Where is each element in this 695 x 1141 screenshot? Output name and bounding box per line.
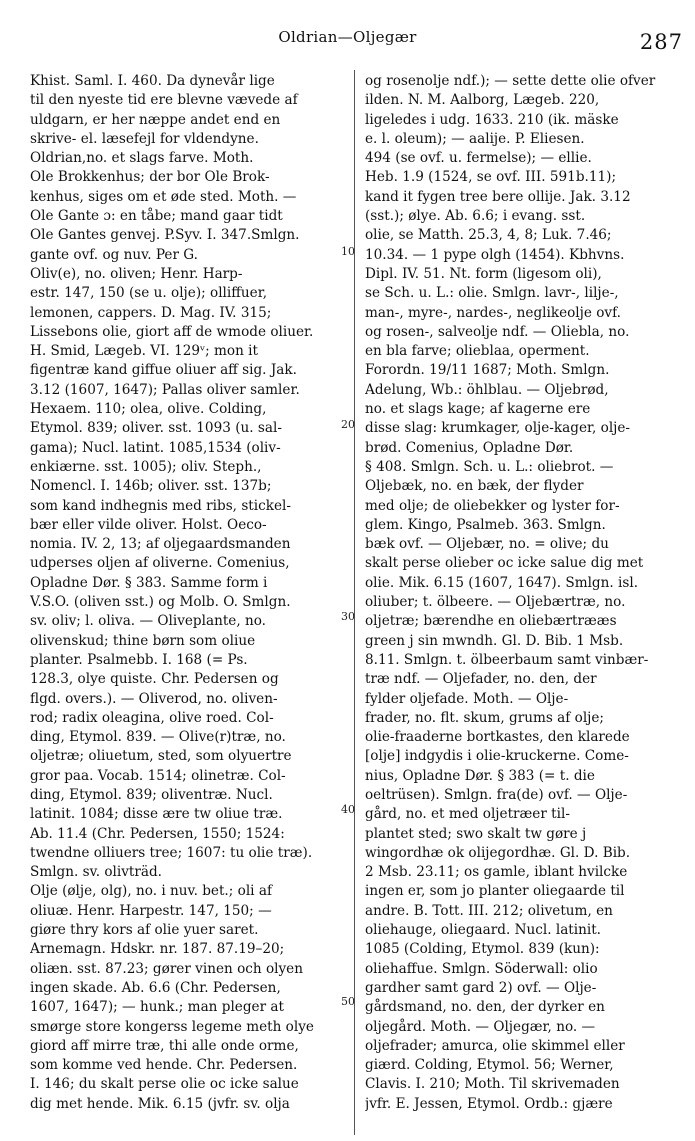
text-line: figentræ kand giffue oliuer aff sig. Jak. — [30, 362, 297, 379]
text-line: sv. oliv; l. oliva. — Oliveplante, no. — [30, 613, 266, 630]
text-line: og rosenolje ndf.); — sette dette olie ofver — [365, 73, 656, 89]
text-line: 1085 (Colding, Etymol. 839 (kun): — [365, 941, 600, 958]
text-line: olie-fraaderne bortkastes, den klarede — [365, 729, 630, 746]
text-line: andre. B. Tott. III. 212; olivetum, en — [365, 902, 613, 919]
line-marker: 40 — [341, 803, 355, 816]
text-line: Opladne Dør. § 383. Samme form i — [30, 574, 268, 591]
text-line: Dipl. IV. 51. Nt. form (ligesom oli), — [365, 265, 602, 282]
text-line: [olje] indgydis i olie-kruckerne. Come- — [365, 748, 629, 765]
text-line: Oldrian,no. et slags farve. Moth. — [30, 150, 254, 167]
line-marker: 30 — [341, 610, 355, 623]
text-line: med olje; de oliebekker og lyster for- — [365, 497, 620, 514]
text-line: ding, Etymol. 839. — Olive(r)træ, no. — [30, 729, 286, 746]
text-line: som kand indhegnis med ribs, stickel- — [30, 497, 291, 514]
column-divider — [354, 70, 355, 1135]
text-line: giøre thry kors af olie yuer saret. — [30, 922, 259, 939]
text-line: Khist. Saml. I. 460. Da dynevår lige — [30, 73, 275, 89]
text-line: skalt perse olieber oc icke salue dig met — [365, 555, 644, 572]
left-column — [30, 72, 348, 1114]
text-line: en bla farve; olieblaa, operment. — [365, 343, 590, 360]
text-line: træ ndf. — Oljefader, no. den, der — [365, 671, 597, 688]
text-line: gante ovf. og nuv. Per G. — [30, 246, 198, 263]
text-line: olie, se Matth. 25.3, 4, 8; Luk. 7.46; — [365, 227, 612, 244]
line-marker: 50 — [341, 995, 355, 1008]
text-line: V.S.O. (oliven sst.) og Molb. O. Smlgn. — [30, 594, 291, 611]
text-line: smørge store kongerss legeme meth olye — [30, 1018, 314, 1035]
text-line: plantet sted; swo skalt tw gøre j — [365, 825, 587, 842]
text-line: twendne olliuers tree; 1607: tu olie træ). — [30, 844, 313, 861]
text-line: Arnemagn. Hdskr. nr. 187. 87.19–20; — [30, 941, 285, 958]
text-line: enkiærne. sst. 1005); oliv. Steph., — [30, 458, 262, 475]
text-line: Hexaem. 110; olea, olive. Colding, — [30, 401, 267, 418]
text-line: til den nyeste tid ere blevne vævede af — [30, 92, 298, 109]
text-line: Ole Gantes genvej. P.Syv. I. 347.Smlgn. — [30, 227, 300, 244]
text-line: oliehauge, oliegaard. Nucl. latinit. — [365, 922, 602, 939]
text-line: nomia. IV. 2, 13; af oljegaardsmanden — [30, 536, 291, 553]
text-line: oljegård. Moth. — Oljegær, no. — — [365, 1018, 596, 1035]
text-line: Ole Brokkenhus; der bor Ole Brok- — [30, 169, 270, 186]
text-line: dig met hende. Mik. 6.15 (jvfr. sv. olja — [30, 1095, 290, 1112]
text-line: gårdsmand, no. den, der dyrker en — [365, 999, 605, 1016]
text-line: kand it fygen tree bere ollije. Jak. 3.12 — [365, 188, 631, 205]
text-line: Forordn. 19/11 1687; Moth. Smlgn. — [365, 362, 610, 379]
running-head: Oldrian—Oljegær — [278, 28, 417, 46]
text-line: kenhus, siges om et øde sted. Moth. — — [30, 188, 297, 205]
text-line: man-, myre-, nardes-, neglikeolje ovf. — [365, 304, 621, 321]
page-header — [0, 28, 695, 58]
text-line: Smlgn. sv. olivträd. — [30, 864, 162, 881]
text-line: oliæn. sst. 87.23; gører vinen och olyen — [30, 960, 303, 977]
text-line: Ole Gante ɔ: en tåbe; mand gaar tidt — [30, 208, 283, 225]
text-line: giærd. Colding, Etymol. 56; Werner, — [365, 1057, 614, 1074]
text-line: oliuber; t. ölbeere. — Oljebærtræ, no. — [365, 594, 626, 611]
text-line: brød. Comenius, Opladne Dør. — [365, 439, 574, 456]
line-marker: 20 — [341, 418, 355, 431]
text-line: ingen skade. Ab. 6.6 (Chr. Pedersen, — [30, 979, 281, 996]
line-marker: 10 — [341, 245, 355, 258]
text-line: oliuæ. Henr. Harpestr. 147, 150; — — [30, 902, 272, 919]
text-line: Etymol. 839; oliver. sst. 1093 (u. sal- — [30, 420, 282, 437]
text-line: udperses oljen af oliverne. Comenius, — [30, 555, 290, 572]
text-line: wingordhæ ok olijegordhæ. Gl. D. Bib. — [365, 844, 631, 861]
text-line: nius, Opladne Dør. § 383 (= t. die — [365, 767, 595, 784]
text-line: olie. Mik. 6.15 (1607, 1647). Smlgn. isl. — [365, 574, 639, 591]
text-line: Nomencl. I. 146b; oliver. sst. 137b; — [30, 478, 272, 495]
text-line: jvfr. E. Jessen, Etymol. Ordb.: gjære — [365, 1095, 613, 1112]
text-line: oljetræ; oliuetum, sted, som olyuertre — [30, 748, 292, 765]
text-line: frader, no. flt. skum, grums af olje; — [365, 709, 605, 726]
text-line: 2 Msb. 23.11; os gamle, iblant hvilcke — [365, 864, 628, 881]
text-line: 8.11. Smlgn. t. ölbeerbaum samt vinbær- — [365, 651, 649, 668]
text-line: disse slag: krumkager, olje-kager, olje- — [365, 420, 631, 437]
text-line: skrive- el. læsefejl for vldendyne. — [30, 130, 259, 147]
text-line: bær eller vilde oliver. Holst. Oeco- — [30, 516, 267, 533]
text-line: Ab. 11.4 (Chr. Pedersen, 1550; 1524: — [30, 825, 285, 842]
text-line: green j sin mwndh. Gl. D. Bib. 1 Msb. — [365, 632, 624, 649]
text-line: giord aff mirre træ, thi alle onde orme, — [30, 1037, 299, 1054]
text-line: H. Smid, Lægeb. VI. 129ᵛ; mon it — [30, 343, 258, 360]
text-line: ingen er, som jo planter oliegaarde til — [365, 883, 625, 900]
text-line: gård, no. et med oljetræer til- — [365, 806, 570, 823]
text-line: gama); Nucl. latint. 1085,1534 (oliv- — [30, 439, 281, 456]
text-line: 10.34. — 1 pype olgh (1454). Kbhvns. — [365, 246, 625, 263]
text-line: 494 (se ovf. u. fermelse); — ellie. — [365, 150, 592, 167]
text-line: Adelung, Wb.: öhlblau. — Oljebrød, — [365, 381, 609, 398]
text-line: ilden. N. M. Aalborg, Lægeb. 220, — [365, 92, 600, 109]
text-line: oljefrader; amurca, olie skimmel eller — [365, 1037, 625, 1054]
text-line: ligeledes i udg. 1633. 210 (ik. mäske — [365, 111, 619, 128]
text-line: gror paa. Vocab. 1514; olinetræ. Col- — [30, 767, 286, 784]
text-line: glem. Kingo, Psalmeb. 363. Smlgn. — [365, 516, 606, 533]
text-line: oljetræ; bærendhe en oliebærtrææs — [365, 613, 617, 630]
text-line: estr. 147, 150 (se u. olje); olliffuer, — [30, 285, 268, 302]
text-line: 3.12 (1607, 1647); Pallas oliver samler. — [30, 381, 300, 398]
text-line: flgd. overs.). — Oliverod, no. oliven- — [30, 690, 278, 707]
text-line: Lissebons olie, giort aff de wmode oliuer. — [30, 323, 314, 340]
text-line: latinit. 1084; disse ære tw oliue træ. — [30, 806, 283, 823]
text-line: planter. Psalmebb. I. 168 (= Ps. — [30, 651, 248, 668]
text-line: (sst.); ølye. Ab. 6.6; i evang. sst. — [365, 208, 586, 225]
text-line: Oliv(e), no. oliven; Henr. Harp- — [30, 265, 243, 282]
text-line: uldgarn, er her næppe andet end en — [30, 111, 281, 128]
text-line: e. l. oleum); — aalije. P. Eliesen. — [365, 130, 585, 147]
text-line: no. et slags kage; af kagerne ere — [365, 401, 591, 418]
text-line: rod; radix oleagina, olive roed. Col- — [30, 709, 274, 726]
text-line: som komme ved hende. Chr. Pedersen. — [30, 1057, 298, 1074]
page-number: 287 — [639, 30, 683, 54]
text-line: oeltrüsen). Smlgn. fra(de) ovf. — Olje- — [365, 786, 628, 803]
text-line: I. 146; du skalt perse olie oc icke salue — [30, 1076, 299, 1093]
right-column — [365, 72, 683, 1114]
text-line: Clavis. I. 210; Moth. Til skrivemaden — [365, 1076, 620, 1093]
text-line: se Sch. u. L.: olie. Smlgn. lavr-, lilje-, — [365, 285, 619, 302]
text-line: 128.3, olye quiste. Chr. Pedersen og — [30, 671, 279, 688]
text-line: Heb. 1.9 (1524, se ovf. III. 591b.11); — [365, 169, 617, 186]
text-line: § 408. Smlgn. Sch. u. L.: oliebrot. — — [365, 458, 614, 475]
text-line: 1607, 1647); — hunk.; man pleger at — [30, 999, 284, 1016]
text-line: gardher samt gard 2) ovf. — Olje- — [365, 979, 597, 996]
text-line: fylder oljefade. Moth. — Olje- — [365, 690, 569, 707]
text-line: oliehaffue. Smlgn. Söderwall: olio — [365, 960, 598, 977]
text-line: og rosen-, salveolje ndf. — Oliebla, no. — [365, 323, 630, 340]
text-line: ding, Etymol. 839; oliventræ. Nucl. — [30, 786, 273, 803]
text-line: Oljebæk, no. en bæk, der flyder — [365, 478, 584, 495]
text-line: lemonen, cappers. D. Mag. IV. 315; — [30, 304, 272, 321]
text-line: Olje (ølje, olg), no. i nuv. bet.; oli af — [30, 883, 272, 900]
text-line: olivenskud; thine børn som oliue — [30, 632, 256, 649]
text-line: bæk ovf. — Oljebær, no. = olive; du — [365, 536, 609, 553]
